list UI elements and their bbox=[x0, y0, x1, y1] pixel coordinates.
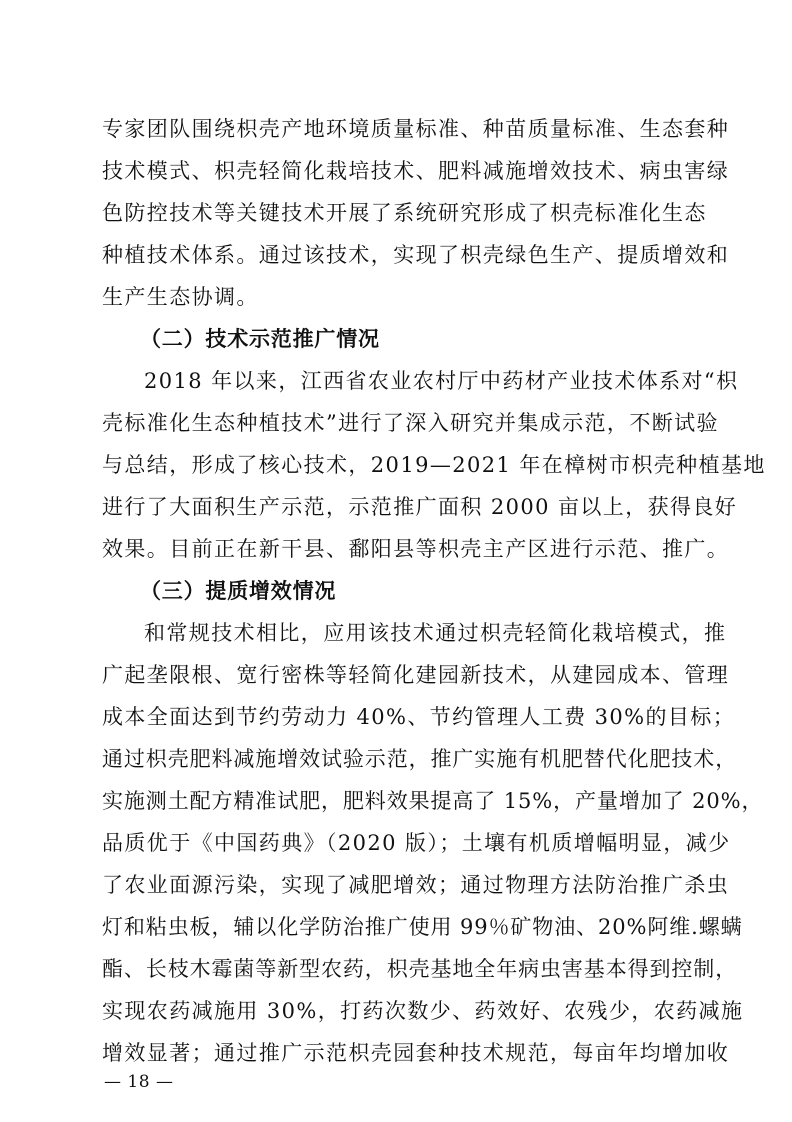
body-line: 2018 年以来，江西省农业农村厅中药材产业技术体系对“枳 bbox=[144, 369, 739, 393]
body-line: 效果。目前正在新干县、鄱阳县等枳壳主产区进行示范、推广。 bbox=[102, 537, 730, 561]
body-line: 通过枳壳肥料减施增效试验示范，推广实施有机肥替代化肥技术， bbox=[102, 747, 738, 771]
body-line: 实施测土配方精准试肥，肥料效果提高了 15%，产量增加了 20%， bbox=[102, 789, 764, 813]
body-line: 和常规技术相比，应用该技术通过枳壳轻简化栽培模式，推 bbox=[144, 621, 727, 645]
body-line: 技术模式、枳壳轻简化栽培技术、肥料减施增效技术、病虫害绿 bbox=[102, 159, 730, 183]
body-line: 壳标准化生态种植技术”进行了深入研究并集成示范，不断试验 bbox=[102, 411, 719, 435]
body-line: 成本全面达到节约劳动力 40%、节约管理人工费 30%的目标； bbox=[102, 705, 736, 729]
body-line: 与总结，形成了核心技术，2019—2021 年在樟树市枳壳种植基地 bbox=[102, 453, 766, 477]
body-line: 酯、长枝木霉菌等新型农药，枳壳基地全年病虫害基本得到控制， bbox=[102, 957, 738, 981]
body-line: 实现农药减施用 30%，打药次数少、药效好、农残少，农药减施 bbox=[102, 999, 744, 1023]
body-line: 生产生态协调。 bbox=[102, 285, 259, 309]
body-line: 专家团队围绕枳壳产地环境质量标准、种苗质量标准、生态套种 bbox=[102, 117, 730, 141]
section-heading: （三）提质增效情况 bbox=[140, 578, 337, 603]
body-line: 色防控技术等关键技术开展了系统研究形成了枳壳标准化生态 bbox=[102, 201, 707, 225]
body-line: 进行了大面积生产示范，示范推广面积 2000 亩以上，获得良好 bbox=[102, 495, 738, 519]
page-number: — 18 — bbox=[104, 1072, 174, 1092]
section-heading: （二）技术示范推广情况 bbox=[140, 326, 380, 351]
body-line: 增效显著；通过推广示范枳壳园套种技术规范，每亩年均增加收 bbox=[102, 1041, 730, 1065]
body-line: 种植技术体系。通过该技术，实现了枳壳绿色生产、提质增效和 bbox=[102, 243, 730, 267]
body-line: 了农业面源污染，实现了减肥增效；通过物理方法防治推广杀虫 bbox=[102, 873, 730, 897]
body-line: 品质优于《中国药典》（2020 版）；土壤有机质增幅明显，减少 bbox=[102, 831, 731, 855]
body-line: 灯和粘虫板，辅以化学防治推广使用 99％矿物油、20%阿维.螺螨 bbox=[102, 915, 743, 939]
body-line: 广起垄限根、宽行密株等轻简化建园新技术，从建园成本、管理 bbox=[102, 663, 730, 687]
